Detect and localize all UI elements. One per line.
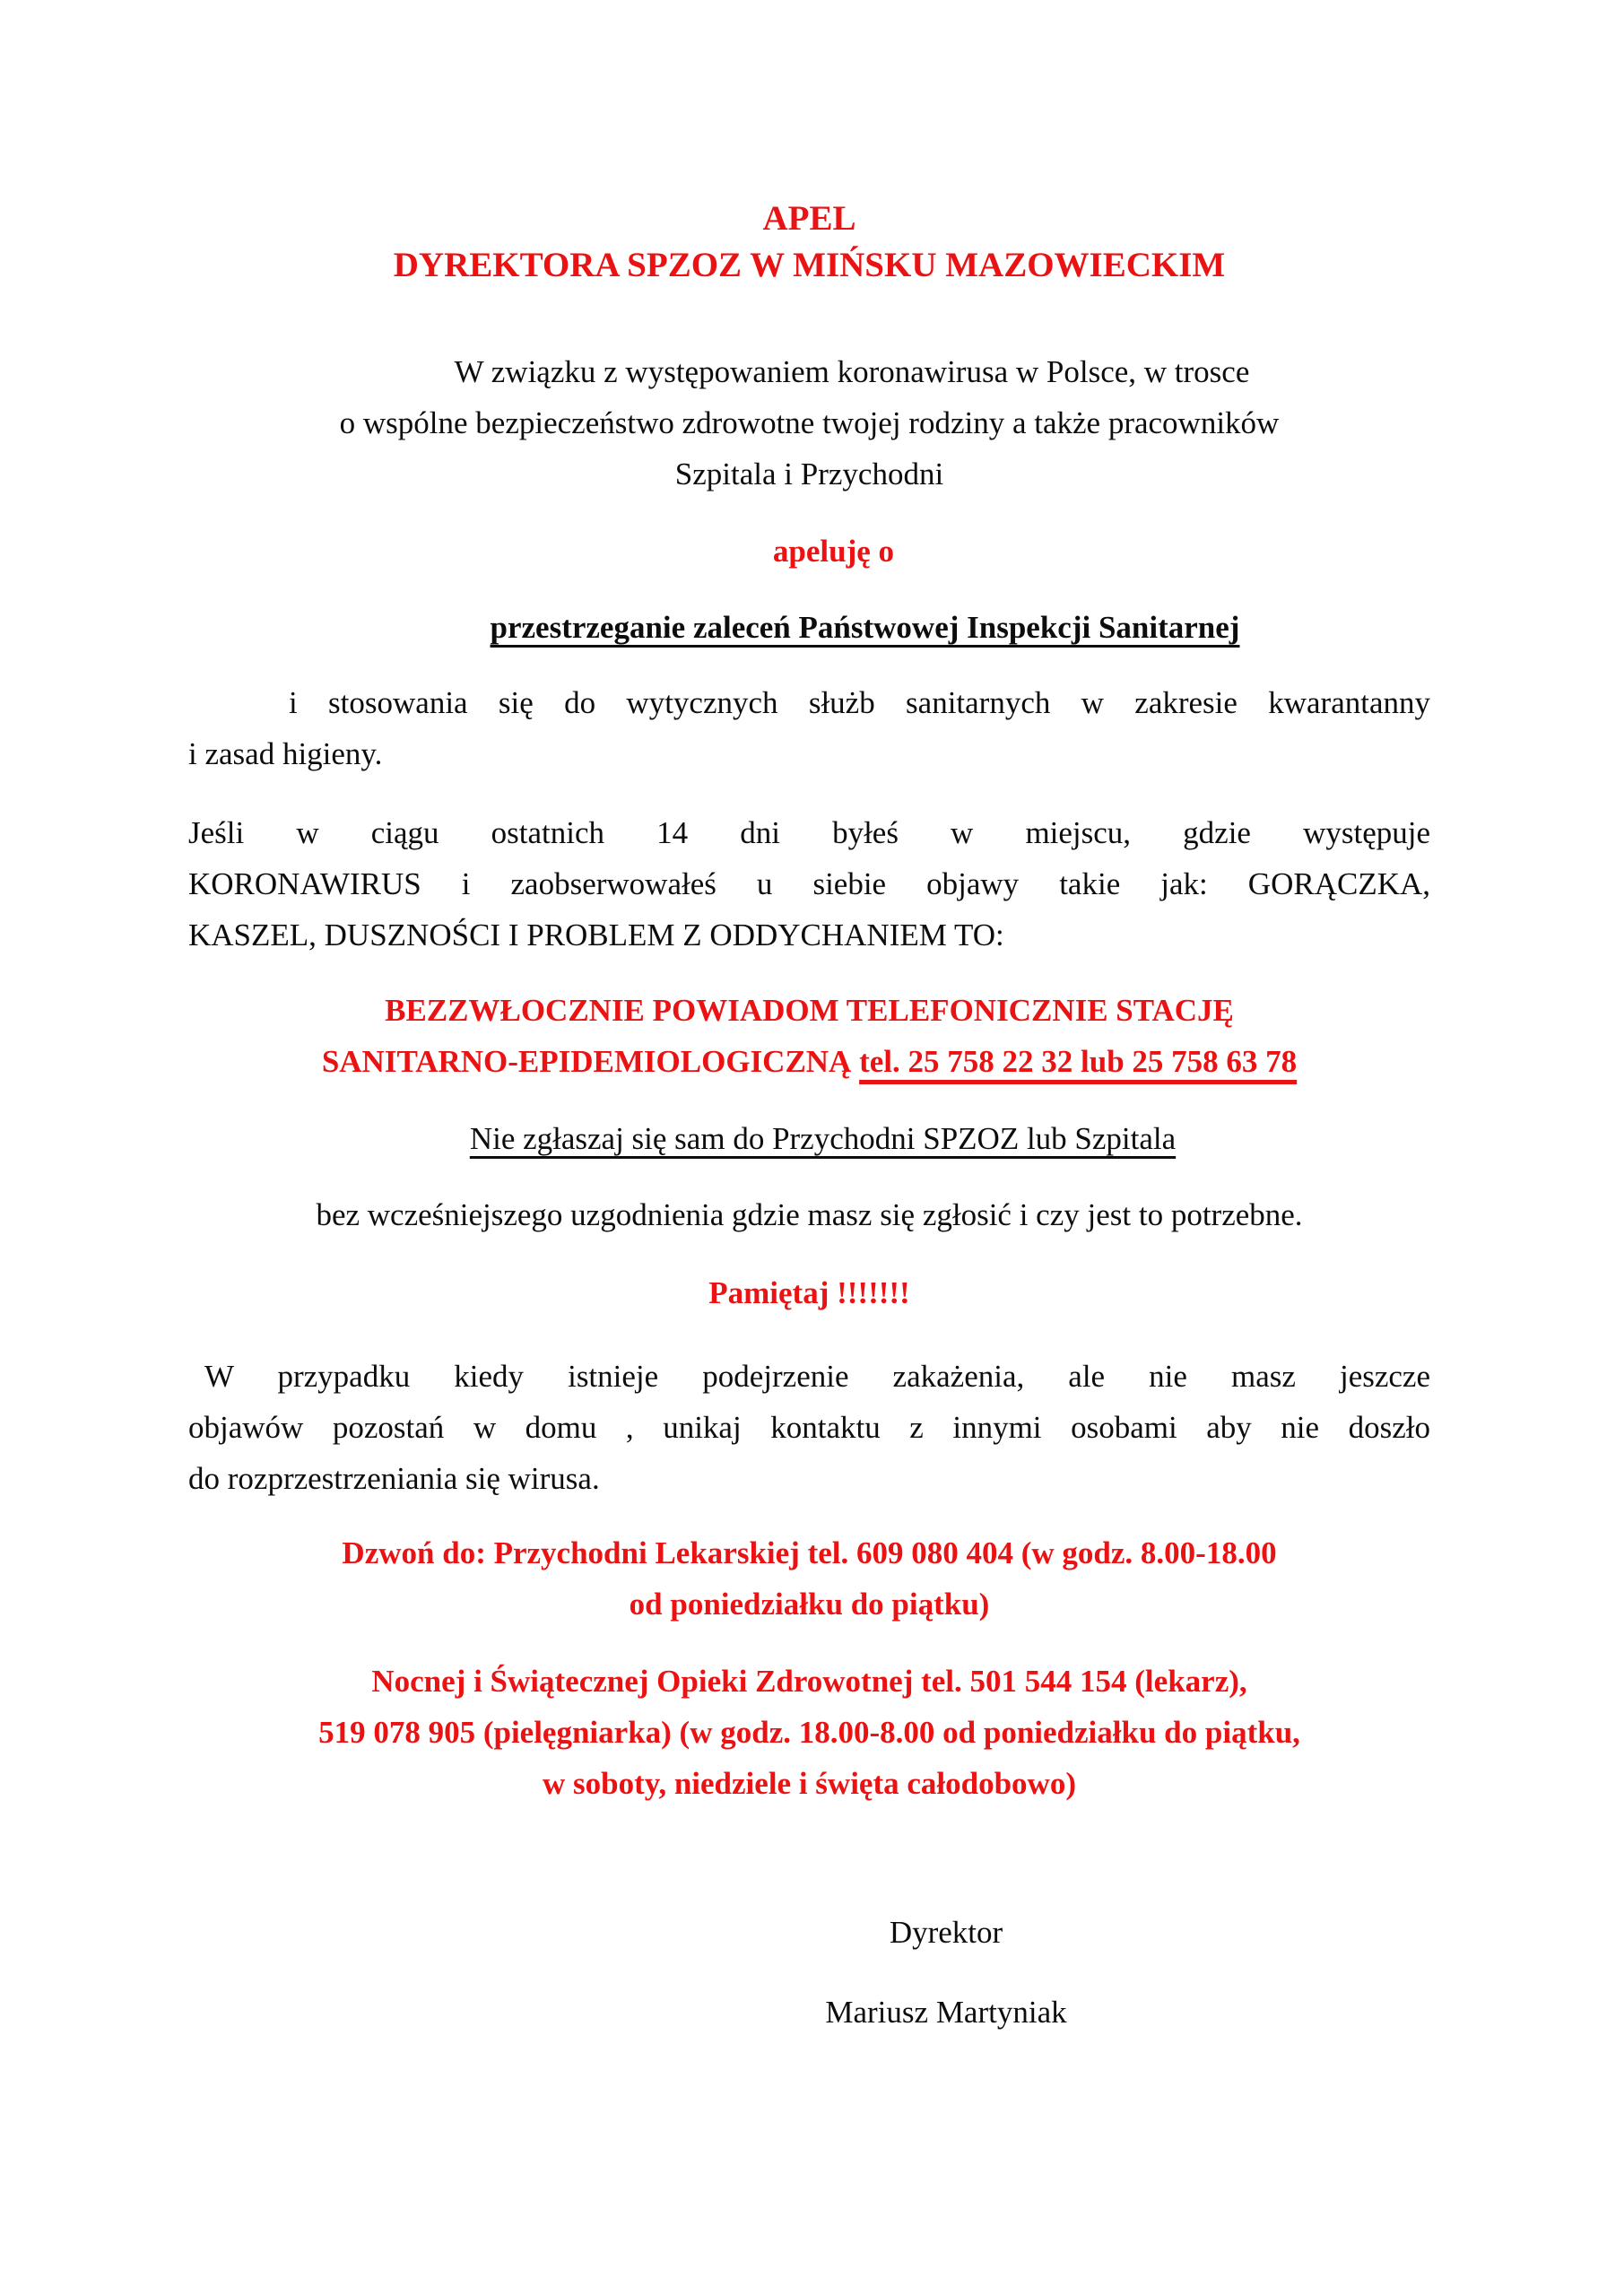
sanitary-line: i stosowania się do wytycznych służb sanitarnych w zakresie kwarantanny [289,685,1430,720]
night-call-line: Nocnej i Świątecznej Opieki Zdrowotnej tel. 501 544 154 (lekarz), [371,1664,1247,1699]
night-call-block [188,1656,1430,1809]
quarantine-line: do rozprzestrzeniania się wirusa. [188,1461,600,1496]
quarantine-paragraph [188,1351,1430,1504]
alert-station-name: SANITARNO-EPIDEMIOLOGICZNĄ [321,1044,860,1079]
page-title [188,196,1430,289]
alert-phone-numbers: tel. 25 758 22 32 lub 25 758 63 78 [859,1044,1298,1079]
alert-phone-block [188,985,1430,1087]
appeal-underlined-statement: przestrzeganie zaleceń Państwowej Inspekcji Sanitarnej [490,610,1240,645]
night-call-line: w soboty, niedziele i święta całodobowo) [543,1766,1076,1801]
sanitary-line: i zasad higieny. [188,736,383,771]
symptoms-line: Jeśli w ciągu ostatnich 14 dni byłeś w miejscu, gdzie występuje [188,815,1430,850]
daytime-call-block [188,1527,1430,1630]
page-title-line-1: APEL [762,199,856,238]
symptoms-line: KORONAWIRUS i zaobserwowałeś u siebie objawy takie jak: GORĄCZKA, [188,866,1430,901]
sanitary-paragraph [188,677,1430,779]
symptoms-paragraph [188,807,1430,961]
alert-line-1: BEZZWŁOCZNIE POWIADOM TELEFONICZNIE STACJĘ [385,993,1234,1028]
intro-paragraph [188,346,1430,500]
page-title-line-2: DYREKTORA SPZOZ W MIŃSKU MAZOWIECKIM [393,246,1226,284]
quarantine-line: objawów pozostań w domu , unikaj kontaktu z innymi osobami aby nie doszło [188,1410,1430,1445]
signature-name: Mariusz Martyniak [825,1995,1067,2030]
alert-line-2 [188,1036,1430,1087]
daytime-call-line: Dzwoń do: Przychodni Lekarskiej tel. 609 080 404 (w godz. 8.00-18.00 [342,1535,1277,1570]
intro-line: o wspólne bezpieczeństwo zdrowotne twojej rodziny a także pracowników [339,405,1280,440]
quarantine-line: W przypadku kiedy istnieje podejrzenie zakażenia, ale nie masz jeszcze [204,1359,1430,1394]
intro-line: Szpitala i Przychodni [674,457,944,491]
daytime-call-line: od poniedziałku do piątku) [629,1587,990,1622]
no-walkin-statement: Nie zgłaszaj się sam do Przychodni SPZOZ lub Szpitala [469,1121,1177,1156]
signature-role: Dyrektor [889,1915,1003,1950]
appeal-lead: apeluję o [772,534,895,569]
signature-block [677,1907,1215,2038]
no-walkin-continuation: bez wcześniejszego uzgodnienia gdzie masz się zgłosić i czy jest to potrzebne. [316,1197,1303,1232]
remember-heading: Pamiętaj !!!!!!! [708,1275,910,1310]
intro-line: W związku z występowaniem koronawirusa w Polsce, w trosce [454,354,1250,389]
night-call-line: 519 078 905 (pielęgniarka) (w godz. 18.00-8.00 od poniedziałku do piątku, [318,1715,1300,1750]
symptoms-line: KASZEL, DUSZNOŚCI I PROBLEM Z ODDYCHANIEM TO: [188,918,1004,952]
